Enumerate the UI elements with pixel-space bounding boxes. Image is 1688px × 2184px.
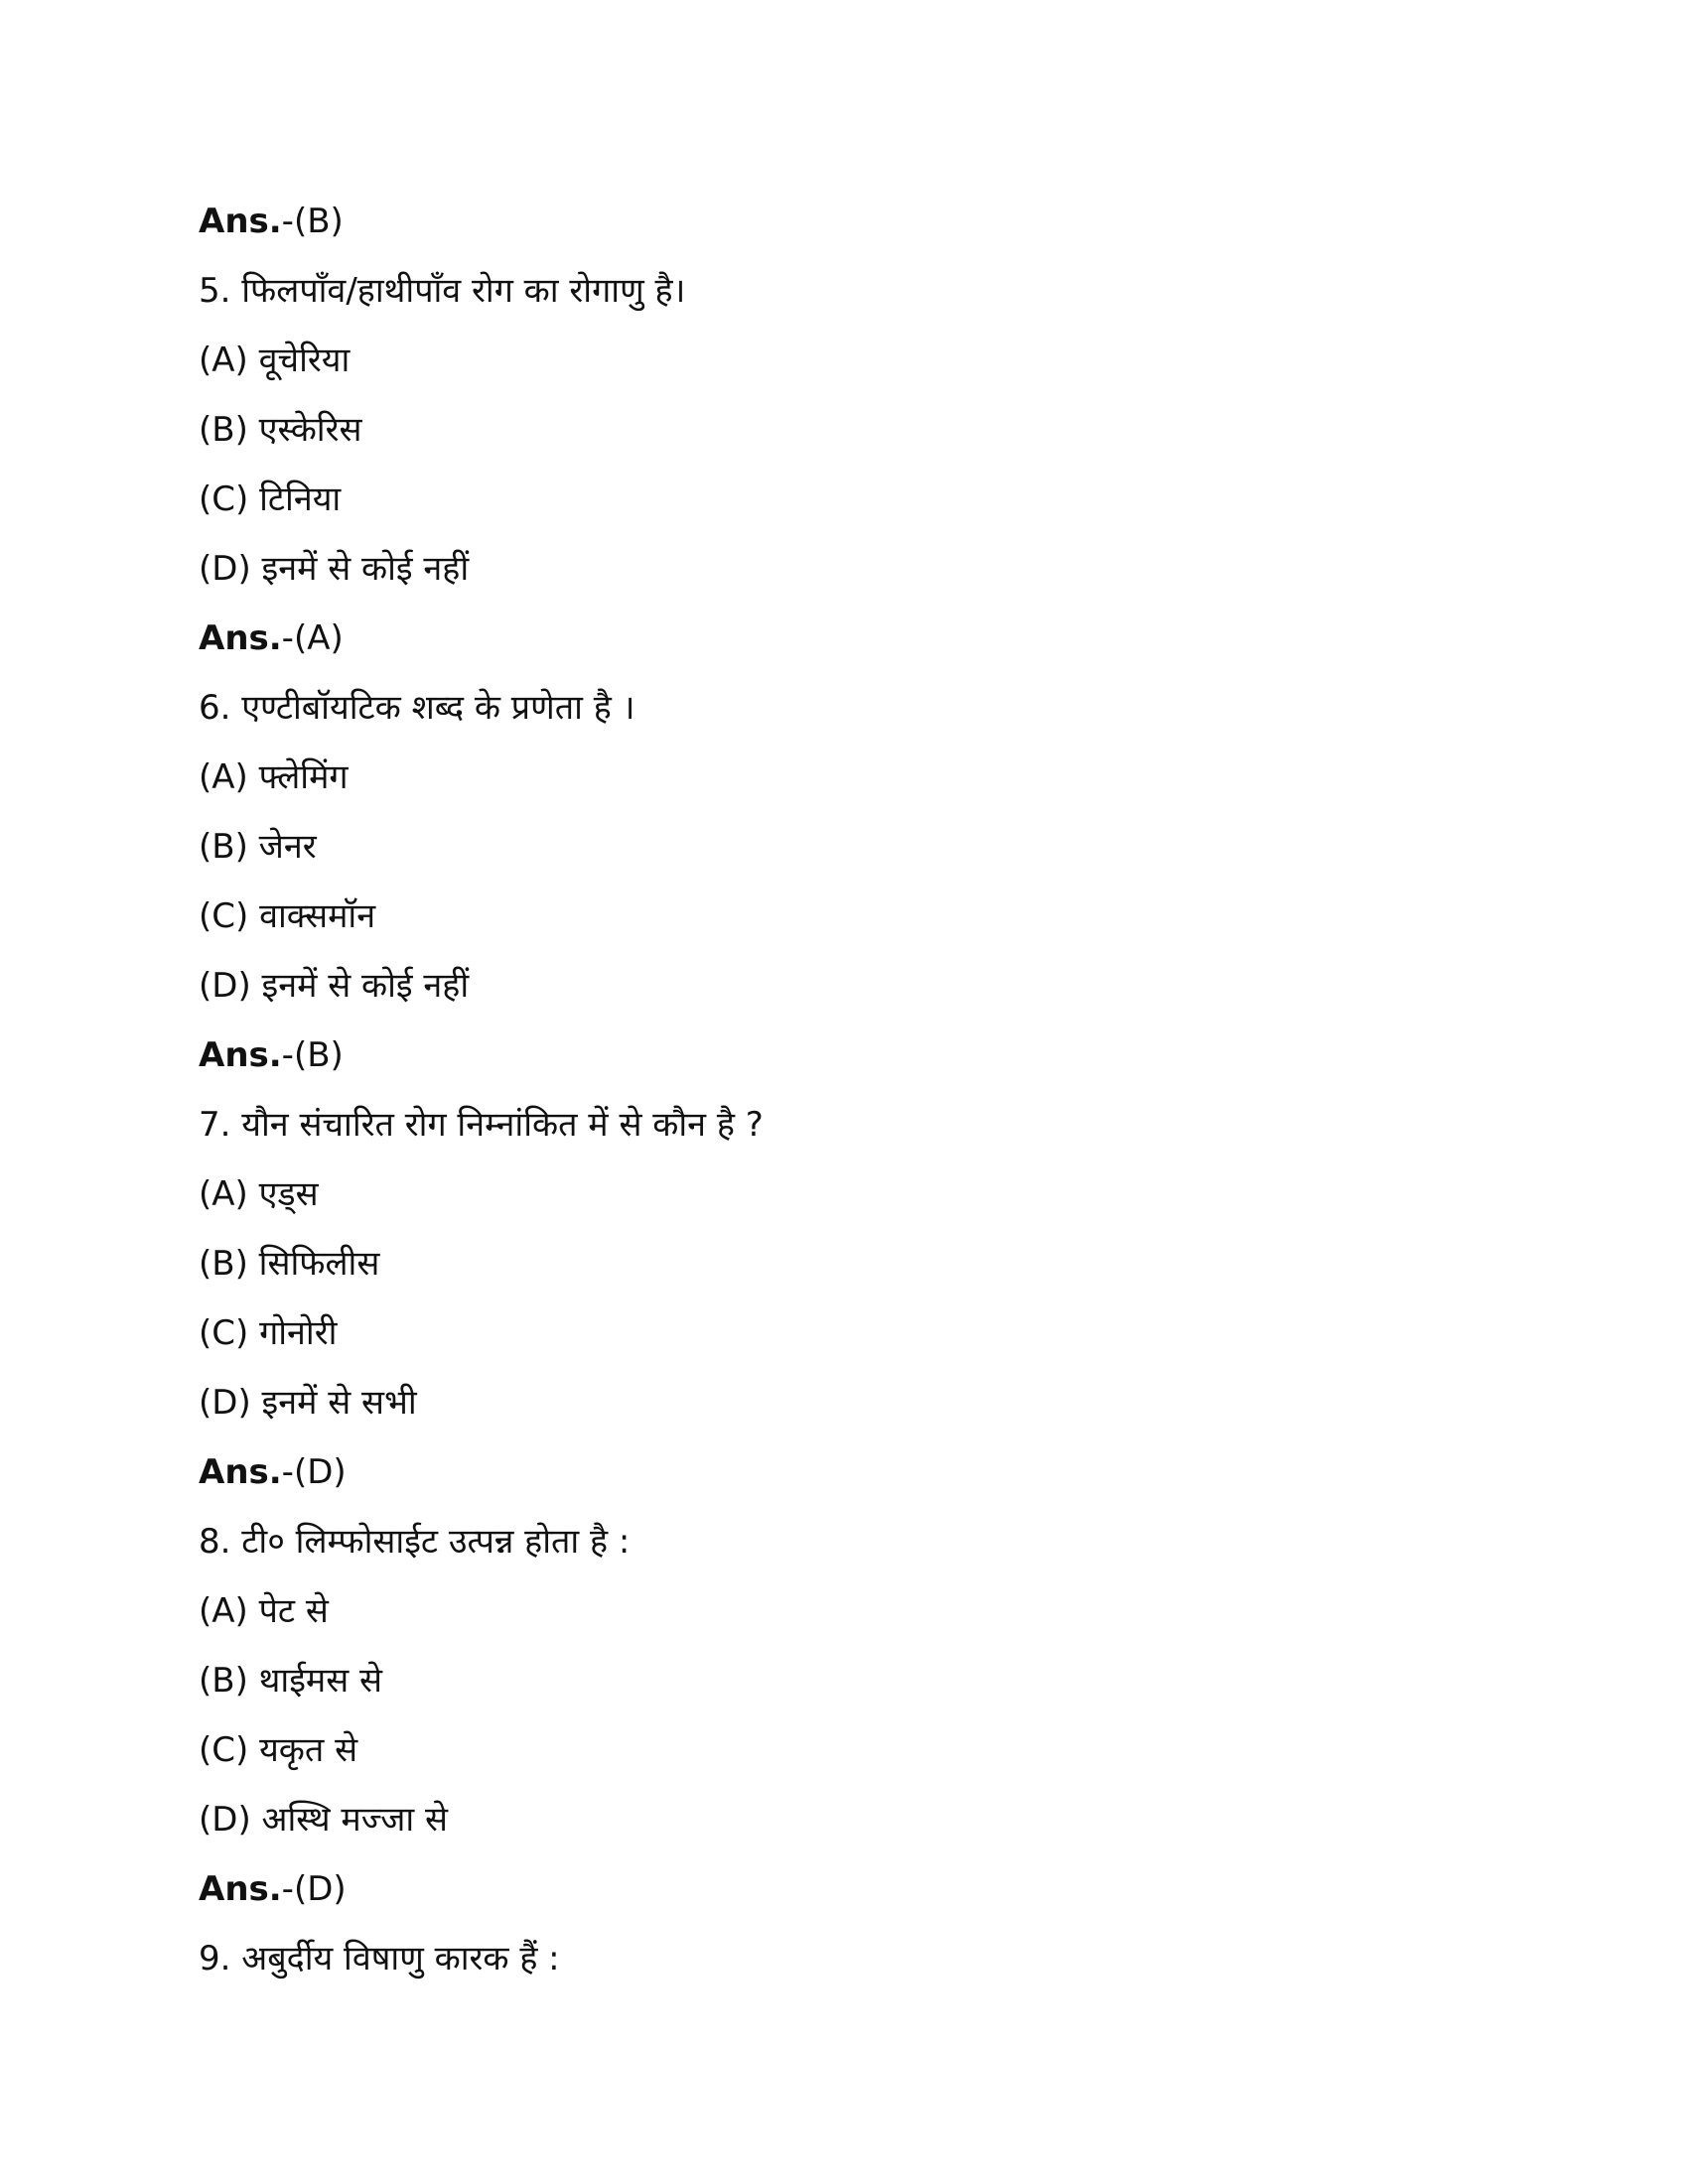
answer-value: -(D) xyxy=(281,1452,347,1492)
option-line: (A) एड्स xyxy=(199,1174,319,1214)
option-line: (D) इनमें से सभी xyxy=(199,1383,417,1423)
option-line: (B) सिफिलीस xyxy=(199,1244,380,1284)
option-line: (B) जेनर xyxy=(199,827,317,867)
answer-label: Ans. xyxy=(199,1035,282,1075)
option-line: (C) वाक्समॉन xyxy=(199,896,376,936)
answer-line xyxy=(199,1444,1489,1514)
question-8: 8. टी० लिम्फोसाईट उत्पन्न होता है : xyxy=(199,1522,631,1562)
answer-line xyxy=(199,1861,1489,1931)
option-line: (B) थाईमस से xyxy=(199,1661,382,1701)
option-line: (D) इनमें से कोई नहीं xyxy=(199,966,470,1006)
option-line: (A) वूचेरिया xyxy=(199,341,351,380)
answer-line xyxy=(199,194,1489,263)
option-line: (C) गोनोरी xyxy=(199,1313,338,1353)
answer-label: Ans. xyxy=(199,1869,282,1909)
option-line: (A) फ्लेमिंग xyxy=(199,757,349,797)
answer-value: -(B) xyxy=(281,1035,344,1075)
option-line: (D) अस्थि मज्जा से xyxy=(199,1800,448,1840)
answer-value: -(B) xyxy=(281,202,344,241)
answer-label: Ans. xyxy=(199,1452,282,1492)
question-6: 6. एण्टीबॉयटिक शब्द के प्रणेता है । xyxy=(199,688,635,728)
question-5: 5. फिलपाँव/हाथीपाँव रोग का रोगाणु है। xyxy=(199,271,686,311)
answer-label: Ans. xyxy=(199,202,282,241)
option-line: (D) इनमें से कोई नहीं xyxy=(199,549,470,589)
answer-value: -(D) xyxy=(281,1869,347,1909)
option-line: (C) टिनिया xyxy=(199,479,342,519)
option-line: (B) एस्केरिस xyxy=(199,410,362,450)
option-line: (A) पेट से xyxy=(199,1591,329,1631)
answer-label: Ans. xyxy=(199,618,282,658)
answer-line xyxy=(199,611,1489,680)
document-page xyxy=(199,194,1489,2000)
answer-value: -(A) xyxy=(281,618,344,658)
answer-line xyxy=(199,1027,1489,1097)
question-9: 9. अबुर्दीय विषाणु कारक हैं : xyxy=(199,1939,560,1979)
option-line: (C) यकृत से xyxy=(199,1730,358,1770)
question-7: 7. यौन संचारित रोग निम्नांकित में से कौन है ? xyxy=(199,1105,764,1145)
